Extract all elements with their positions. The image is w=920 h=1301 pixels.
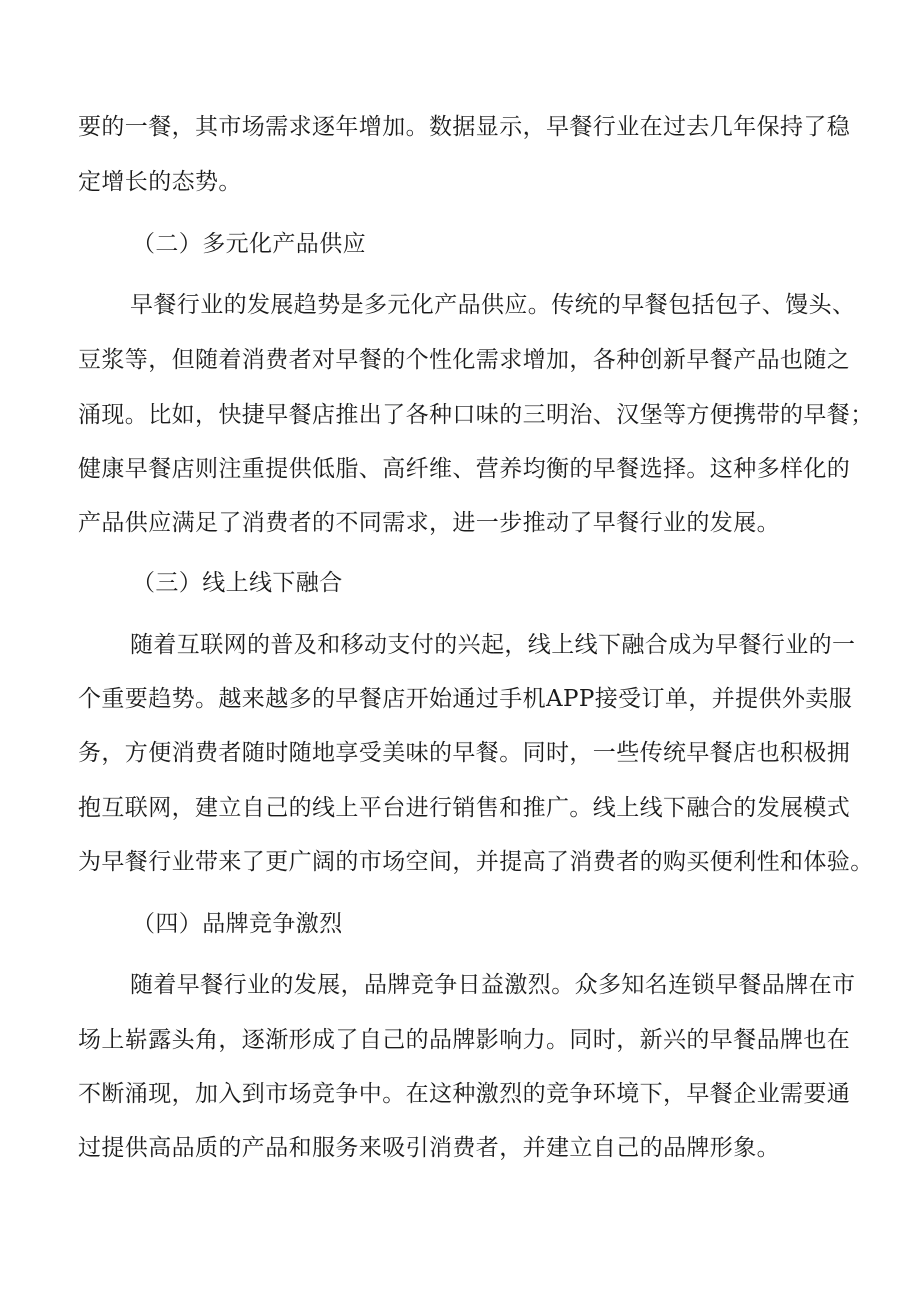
paragraph-line: 随着互联网的普及和移动支付的兴起，线上线下融合成为早餐行业的一 [130, 632, 856, 658]
section-heading: （二）多元化产品供应 [132, 231, 366, 257]
paragraph-line: 豆浆等，但随着消费者对早餐的个性化需求增加，各种创新早餐产品也随之 [78, 347, 851, 373]
paragraph-line: 产品供应满足了消费者的不同需求，进一步推动了早餐行业的发展。 [78, 510, 780, 536]
paragraph-line: 不断涌现，加入到市场竞争中。在这种激烈的竞争环境下，早餐企业需要通 [78, 1081, 851, 1107]
section-heading: （四）品牌竞争激烈 [132, 911, 343, 937]
paragraph-line: 务，方便消费者随时随地享受美味的早餐。同时，一些传统早餐店也积极拥 [78, 740, 851, 766]
paragraph-line: 场上崭露头角，逐渐形成了自己的品牌影响力。同时，新兴的早餐品牌也在 [78, 1027, 851, 1053]
paragraph-line: 为早餐行业带来了更广阔的市场空间，并提高了消费者的购买便利性和体验。 [78, 849, 874, 875]
paragraph-line: 过提供高品质的产品和服务来吸引消费者，并建立自己的品牌形象。 [78, 1135, 780, 1161]
paragraph-line: 早餐行业的发展趋势是多元化产品供应。传统的早餐包括包子、馒头、 [130, 292, 856, 318]
section-heading: （三）线上线下融合 [132, 570, 343, 596]
paragraph-line: 个重要趋势。越来越多的早餐店开始通过手机APP接受订单，并提供外卖服 [78, 686, 853, 712]
paragraph-line: 定增长的态势。 [78, 169, 242, 195]
paragraph-line: 涌现。比如，快捷早餐店推出了各种口味的三明治、汉堡等方便携带的早餐； [78, 402, 874, 428]
paragraph-line: 健康早餐店则注重提供低脂、高纤维、营养均衡的早餐选择。这种多样化的 [78, 456, 851, 482]
paragraph-line: 要的一餐，其市场需求逐年增加。数据显示，早餐行业在过去几年保持了稳 [78, 114, 851, 140]
paragraph-line: 抱互联网，建立自己的线上平台进行销售和推广。线上线下融合的发展模式 [78, 795, 851, 821]
paragraph-line: 随着早餐行业的发展，品牌竞争日益激烈。众多知名连锁早餐品牌在市 [130, 972, 856, 998]
